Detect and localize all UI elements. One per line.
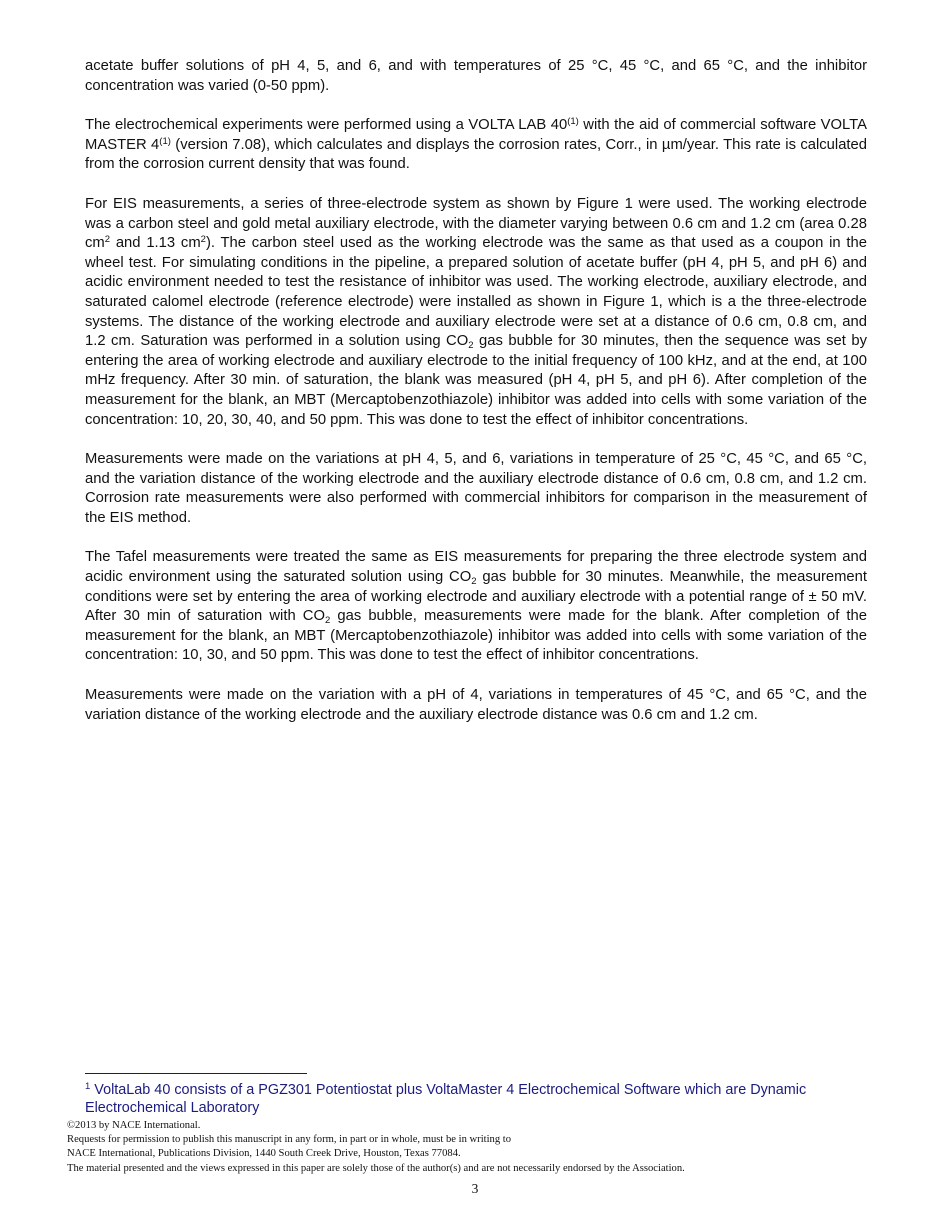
address-line: NACE International, Publications Division, 1440 South Creek Drive, Houston, Texas 77084.: [67, 1148, 461, 1160]
superscript: 2: [104, 234, 111, 246]
text-segment: Measurements were made on the variation with a pH of 4, variations in temperatures of 45 °C, and 65 °C, and the variation distance of the working electrode and the auxiliary electrode distance was 0.6 cm and 1.2 cm.: [85, 687, 867, 723]
text-segment: gas bubble for 30 minutes. Meanwhile, the measurement conditions were set by entering the area of working electrode and auxiliary electrode with a potential range of ± 50 mV. After 30 min of saturation with CO: [85, 569, 867, 625]
footnote-text: VoltaLab 40 consists of a PGZ301 Potentiostat plus VoltaMaster 4 Electrochemical Software which are Dynamic Electrochemical Laboratory: [85, 1082, 807, 1116]
subscript: 2: [324, 615, 331, 627]
text-segment: with the aid of commercial software VOLTA MASTER 4: [85, 117, 867, 153]
text-segment: The electrochemical experiments were performed using a VOLTA LAB 40: [85, 117, 568, 134]
footnote-divider: [85, 1073, 307, 1074]
text-segment: gas bubble, measurements were made for the blank. After completion of the measurement for the blank, an MBT (Mercaptobenzothiazole) inhibitor was added into cells with some variation of the concentration: 10, 30, and 50 ppm. This was done to test the effect of inhibitor concentrations.: [85, 608, 867, 664]
superscript: 2: [200, 234, 206, 246]
paragraph-tafel-measurements: [85, 548, 867, 666]
text-segment: acetate buffer solutions of pH 4, 5, and 6, and with temperatures of 25 °C, 45 °C, and 65 °C, and the inhibitor concentration was varied (0-50 ppm).: [85, 58, 867, 94]
text-segment: gas bubble for 30 minutes, then the sequence was set by entering the area of working electrode and auxiliary electrode to the initial frequency of 100 kHz, and at the end, at 100 mHz frequency. After 30 min. of saturation, the blank was measured (pH 4, pH 5, and pH 6). After completion of the measurement for the blank, an MBT (Mercaptobenzothiazole) inhibitor was added into cells with some variation of the concentration: 10, 20, 30, 40, and 50 ppm. This was done to test the effect of inhibitor concentrations.: [85, 333, 867, 428]
footnote: [85, 1082, 867, 1117]
text-segment: For EIS measurements, a series of three-electrode system as shown by Figure 1 were used. The working electrode was a carbon steel and gold metal auxiliary electrode, with the diameter varying between 0.6 cm and 1.2 cm (area 0.28 cm: [85, 195, 867, 252]
subscript: 2: [468, 340, 474, 352]
text-segment: ). The carbon steel used as the working electrode was the same as that used as a coupon in the wheel test. For simulating conditions in the pipeline, a prepared solution of acetate buffer (pH 4, pH 5, and pH 6) and acidic environment needed to test the resistance of inhibitor was used. The working electrode, auxiliary electrode, and saturated calomel electrode (reference electrode) were installed as shown in Figure 1, which is a the three-electrode systems. The distance of the working electrode and auxiliary electrode were set at a distance of 0.6 cm, 0.8 cm, and 1.2 cm. Saturation was performed in a solution using CO: [85, 235, 867, 350]
paragraph-variations: [85, 450, 867, 528]
paragraph-electrochemical-experiments: [85, 116, 867, 175]
text-segment: (version 7.08), which calculates and displays the corrosion rates, Corr., in µm/year. This rate is calculated from the corrosion current density that was found.: [85, 136, 867, 173]
legal-notice: [67, 1119, 867, 1176]
disclaimer-line: The material presented and the views expressed in this paper are solely those of the author(s) and are not necessarily endorsed by the Association.: [67, 1162, 685, 1174]
copyright-line: ©2013 by NACE International.: [67, 1120, 201, 1131]
paragraph-buffer-solutions: [85, 57, 867, 96]
footnote-ref: (1): [159, 135, 171, 147]
text-segment: Measurements were made on the variations at pH 4, 5, and 6, variations in temperature of 25 °C, 45 °C, and 65 °C, and the variation distance of the working electrode and the auxiliary electrode distance of 0.6 cm, 0.8 cm, and 1.2 cm. Corrosion rate measurements were also performed with commercial inhibitors for comparison in the measurement of the EIS method.: [85, 451, 867, 526]
paragraph-eis-measurements: [85, 195, 867, 430]
permission-line: Requests for permission to publish this manuscript in any form, in part or in whole, must be in writing to: [67, 1134, 512, 1146]
body-text: [85, 57, 867, 745]
text-segment: and 1.13 cm: [110, 235, 201, 252]
page-number: 3: [471, 1181, 479, 1196]
footnote-marker: 1: [85, 1081, 91, 1092]
subscript: 2: [471, 576, 477, 588]
paragraph-ph4-variation: [85, 686, 867, 725]
text-segment: The Tafel measurements were treated the same as EIS measurements for preparing the three electrode system and acidic environment using the saturated solution using CO: [85, 549, 867, 586]
footnote-ref: (1): [567, 116, 579, 128]
